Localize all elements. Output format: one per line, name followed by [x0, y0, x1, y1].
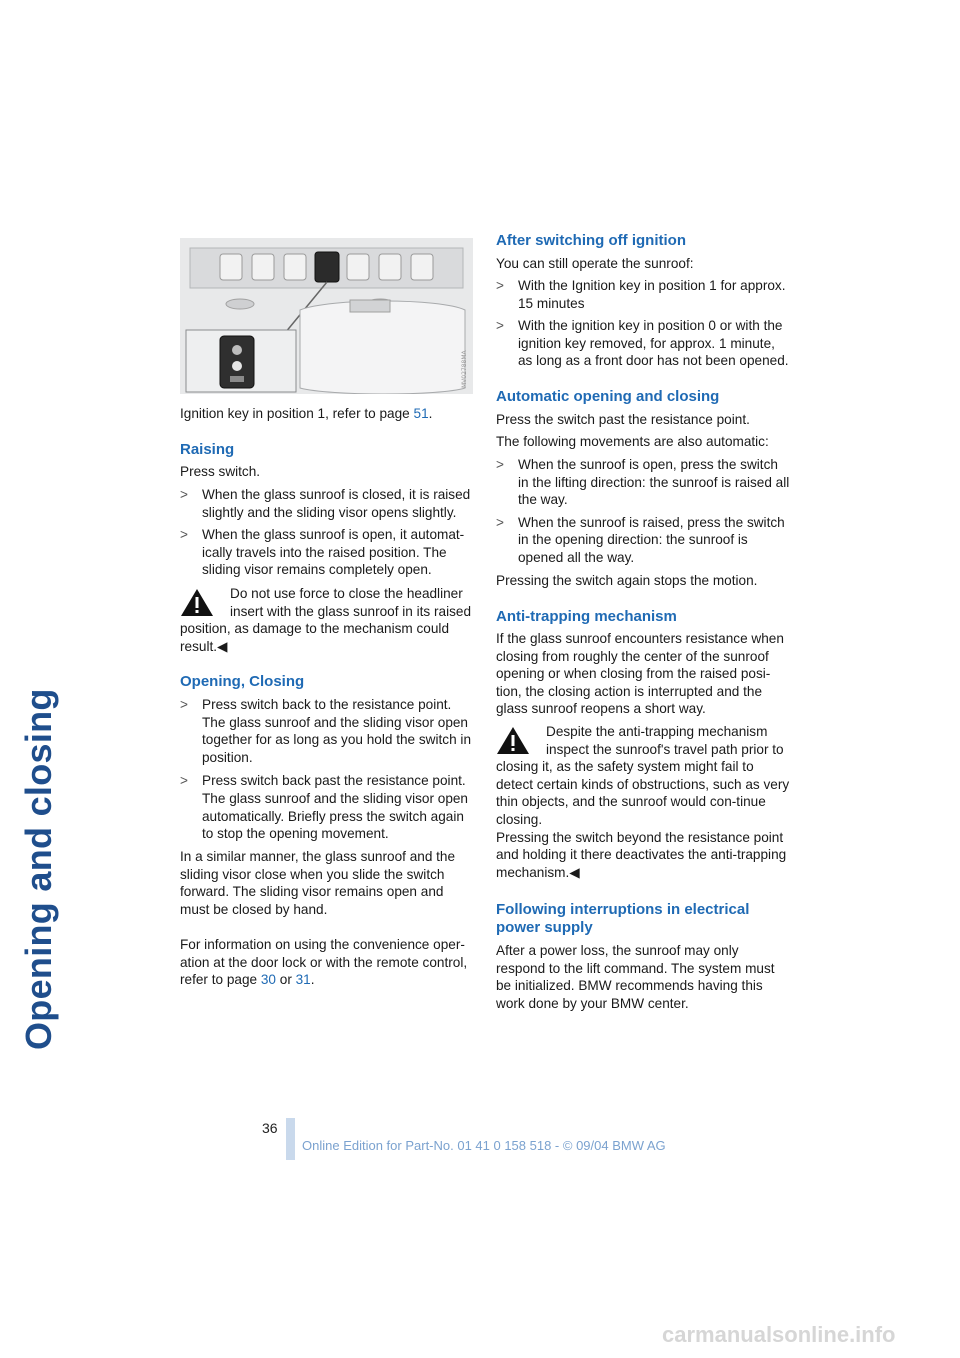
warning-icon	[180, 587, 214, 617]
page-number: 36	[262, 1120, 278, 1136]
warning-anti-trapping	[496, 723, 790, 881]
automatic-text-2: The following movements are also automatic:	[496, 434, 769, 449]
heading-power-supply: Following interruptions in electrical power supply	[496, 901, 750, 936]
opening-paragraph-2: For information on using the convenience oper-ation at the door lock or with the remote control, refer to page 30 or 31.	[180, 937, 468, 988]
heading-opening-closing: Opening, Closing	[180, 673, 305, 690]
edition-footer: Online Edition for Part-No. 01 41 0 158 518 - © 09/04 BMW AG	[302, 1138, 666, 1153]
end-mark: ◀	[217, 638, 228, 654]
chapter-title	[14, 230, 59, 1050]
raising-list	[180, 486, 474, 579]
warning-raising	[180, 585, 474, 655]
warning-text-rest: position, as damage to the mechanism could result.◀	[180, 621, 450, 654]
list-item: > With the Ignition key in position 1 for approx. 15 minutes	[496, 277, 790, 312]
list-item: > When the sunroof is raised, press the switch in the opening direction: the sunroof is opened all the way.	[496, 514, 790, 567]
power-supply-text: After a power loss, the sunroof may only respond to the lift command. The system must be initialized. BMW recommends having this work done by your BMW center.	[496, 943, 775, 1011]
page-link-31[interactable]: 31	[295, 972, 311, 988]
intro-paragraph: Ignition key in position 1, refer to page 51.	[180, 406, 433, 421]
list-item: > With the ignition key in position 0 or with the ignition key removed, for approx. 1 minute, as long as a front door has not been opened.	[496, 317, 790, 370]
watermark: carmanualsonline.info	[662, 1322, 896, 1347]
after-ignition-list	[496, 277, 790, 370]
figure-code: MV02788MA	[461, 350, 468, 388]
list-item: > Press switch back to the resistance point. The glass sunroof and the sliding visor open together for as long as you hold the switch in position.	[180, 696, 474, 766]
raising-text: Press switch.	[180, 464, 261, 479]
after-ignition-text: You can still operate the sunroof:	[496, 256, 694, 271]
heading-anti-trapping: Anti-trapping mechanism	[496, 608, 677, 625]
opening-paragraph-1: In a similar manner, the glass sunroof and the sliding visor close when you slide the switch forward. The sliding visor remains open and must be closed by hand.	[180, 849, 456, 917]
warning-text-rest-2: Pressing the switch beyond the resistance point and holding it there deactivates the anti-trapping mechanism.◀	[496, 829, 787, 880]
list-item: > When the glass sunroof is open, it automat-ically travels into the raised position. The sliding visor remains completely open.	[180, 526, 474, 579]
heading-after-ignition: After switching off ignition	[496, 232, 686, 249]
automatic-text-1: Press the switch past the resistance point.	[496, 412, 750, 427]
automatic-list	[496, 456, 790, 567]
list-item: > When the sunroof is open, press the switch in the lifting direction: the sunroof is raised all the way.	[496, 456, 790, 509]
warning-text: Do not use force to close the headliner insert with the glass sunroof in its raised	[230, 586, 472, 619]
automatic-text-3: Pressing the switch again stops the motion.	[496, 573, 758, 588]
sunroof-switch-figure	[180, 238, 473, 394]
page-link-30[interactable]: 30	[260, 972, 276, 988]
overhead-console-illustration	[180, 238, 473, 394]
heading-automatic: Automatic opening and closing	[496, 388, 720, 405]
end-mark: ◀	[569, 864, 580, 880]
list-item: > Press switch back past the resistance point. The glass sunroof and the sliding visor open automatically. Briefly press the switch again to stop the opening movement.	[180, 772, 474, 842]
warning-text: Despite the anti-trapping mechanism inspect the sunroof's travel path prior to	[546, 724, 784, 757]
opening-list	[180, 696, 474, 843]
heading-raising: Raising	[180, 441, 235, 458]
warning-text-rest: closing it, as the safety system might fail to detect certain kinds of obstructions, such as very thin objects, and the sunroof would con-tinue closing.	[496, 759, 790, 827]
anti-trapping-text: If the glass sunroof encounters resistance when closing from roughly the center of the sunroof opening or when closing from the raised posi-tion, the closing action is interrupted and the glass sunroof reopens a short way.	[496, 631, 784, 717]
list-item: > When the glass sunroof is closed, it is raised slightly and the sliding visor opens slightly.	[180, 486, 474, 521]
page-link-51[interactable]: 51	[413, 406, 429, 421]
footer-bar	[286, 1118, 295, 1160]
warning-icon	[496, 725, 530, 755]
chapter-title-text: Opening and closing	[18, 688, 59, 1050]
